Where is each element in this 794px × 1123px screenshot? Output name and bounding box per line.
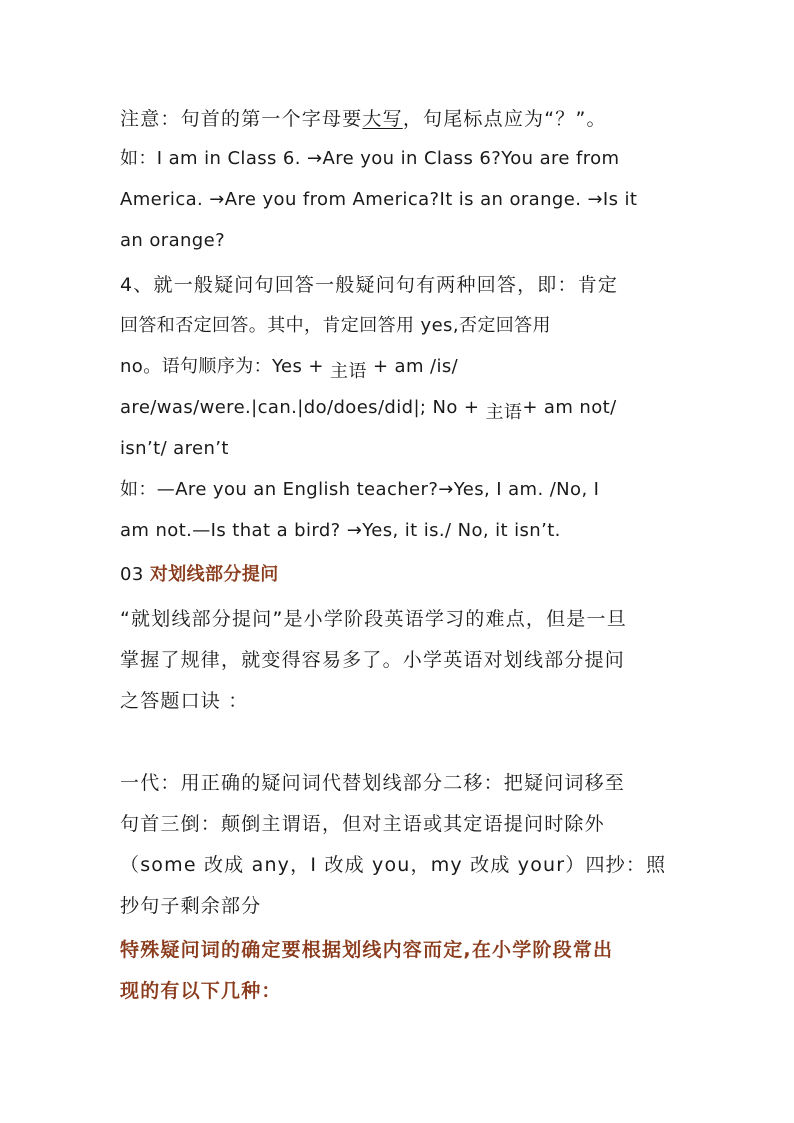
- example-line-2: America. →Are you from America?It is an orange. →Is it: [120, 189, 638, 210]
- section-4-line-5: isn’t/ aren’t: [120, 438, 229, 459]
- verbs-text: are/was/were.|can.|do/does/did|; No +: [120, 397, 486, 418]
- section-4-line-4: [120, 396, 617, 423]
- answer-example-line-2: am not.—Is that a bird? →Yes, it is./ No, it isn’t.: [120, 520, 561, 541]
- emphasis-line-2: 现的有以下几种：: [120, 980, 282, 1002]
- verbs-text-end: + am not/: [522, 397, 617, 418]
- section-4-line-3: [120, 355, 459, 382]
- section-4-line-2: 回答和否定回答。其中，肯定回答用 yes,否定回答用: [120, 315, 551, 336]
- order-text: no。语句顺序为：Yes +: [120, 356, 331, 377]
- note-text-end: ，句尾标点应为“？”。: [402, 108, 607, 130]
- intro-line-2: 掌握了规律，就变得容易多了。小学英语对划线部分提问: [120, 649, 626, 671]
- order-text-end: + am /is/: [366, 356, 459, 377]
- example-line-1: 如：I am in Class 6. →Are you in Class 6?You are from: [120, 148, 620, 169]
- emphasis-line-1: 特殊疑问词的确定要根据划线内容而定,在小学阶段常出: [120, 939, 614, 961]
- rhyme-line-2: 句首三倒：颠倒主谓语，但对主语或其定语提问时除外: [120, 813, 605, 835]
- rhyme-line-4: 抄句子剩余部分: [120, 895, 262, 917]
- note-line: [120, 107, 607, 131]
- intro-line-1: “就划线部分提问”是小学阶段英语学习的难点，但是一旦: [120, 608, 627, 630]
- subject-label-2: 主语: [485, 402, 523, 423]
- section-03-heading: [120, 563, 279, 587]
- subject-label: 主语: [330, 361, 367, 382]
- note-underlined-text: 大写: [362, 108, 403, 130]
- section-title: 对划线部分提问: [149, 564, 279, 585]
- rhyme-line-1: 一代：用正确的疑问词代替划线部分二移：把疑问词移至: [120, 772, 626, 794]
- note-text: 注意：句首的第一个字母要: [120, 108, 363, 130]
- section-4-line-1: 4、就一般疑问句回答一般疑问句有两种回答，即：肯定: [120, 274, 619, 296]
- intro-line-3: 之答题口诀 ：: [120, 690, 249, 712]
- rhyme-line-3: （some 改成 any，I 改成 you，my 改成 your）四抄：照: [120, 854, 667, 876]
- answer-example-line-1: 如：—Are you an English teacher?→Yes, I am. /No, I: [120, 479, 600, 500]
- section-number: 03: [120, 564, 150, 585]
- example-line-3: an orange?: [120, 230, 226, 251]
